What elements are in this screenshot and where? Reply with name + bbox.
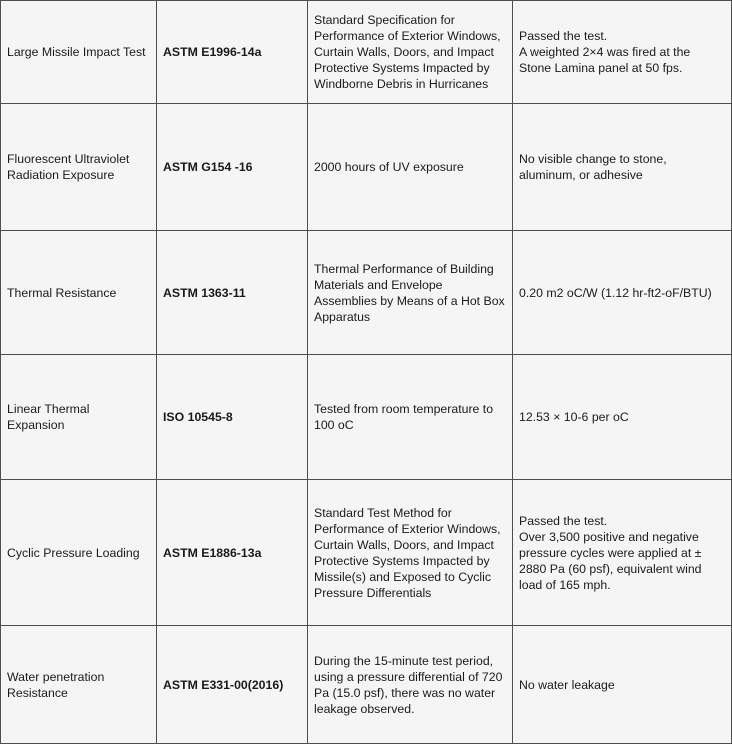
standard-code: ASTM G154 -16 — [163, 160, 253, 174]
test-result: No visible change to stone, aluminum, or adhesive — [519, 152, 667, 182]
test-name-cell — [1, 626, 157, 744]
test-description: During the 15-minute test period, using a pressure differential of 720 Pa (15.0 psf), there was no water leakage observed. — [314, 653, 503, 716]
test-name-cell — [1, 104, 157, 231]
standard-cell — [157, 480, 308, 626]
test-name: Cyclic Pressure Loading — [7, 545, 140, 560]
table-row — [1, 1, 732, 104]
standard-cell — [157, 231, 308, 355]
standard-code: ASTM E1886-13a — [163, 545, 262, 560]
description-cell — [308, 355, 513, 480]
test-description: 2000 hours of UV exposure — [314, 160, 464, 174]
table-row — [1, 231, 732, 355]
test-result: 12.53 × 10-6 per oC — [519, 410, 629, 424]
standard-cell — [157, 104, 308, 231]
result-cell — [513, 1, 732, 104]
test-name-cell — [1, 480, 157, 626]
description-cell — [308, 480, 513, 626]
standard-cell — [157, 1, 308, 104]
test-name-cell — [1, 231, 157, 355]
result-cell — [513, 104, 732, 231]
test-name: Fluorescent Ultraviolet Radiation Exposure — [7, 152, 130, 182]
standard-code: ISO 10545-8 — [163, 410, 233, 424]
test-name: Linear Thermal Expansion — [7, 402, 90, 432]
test-result: 0.20 m2 oC/W (1.12 hr-ft2-oF/BTU) — [519, 285, 712, 300]
result-cell — [513, 231, 732, 355]
test-name-cell — [1, 1, 157, 104]
table-row — [1, 626, 732, 744]
result-cell — [513, 480, 732, 626]
test-result: No water leakage — [519, 677, 615, 692]
standard-cell — [157, 626, 308, 744]
test-name: Thermal Resistance — [7, 285, 117, 300]
test-description: Standard Specification for Performance of Exterior Windows, Curtain Walls, Doors, and Impact Protective Systems Impacted by Windborne Debris in Hurricanes — [314, 13, 501, 91]
description-cell — [308, 231, 513, 355]
test-description: Tested from room temperature to 100 oC — [314, 402, 494, 432]
table-row — [1, 104, 732, 231]
test-description: Standard Test Method for Performance of Exterior Windows, Curtain Walls, Doors, and Impact Protective Systems Impacted by Missile(s) and Exposed to Cyclic Pressure Differentials — [314, 505, 501, 600]
description-cell — [308, 626, 513, 744]
test-name-cell — [1, 355, 157, 480]
test-result: Passed the test. Over 3,500 positive and negative pressure cycles were applied at ± 2880 Pa (60 psf), equivalent wind load of 165 mph. — [519, 513, 702, 592]
description-cell — [308, 104, 513, 231]
table-row — [1, 480, 732, 626]
standard-code: ASTM E1996-14a — [163, 45, 262, 59]
result-cell — [513, 626, 732, 744]
standard-code: ASTM 1363-11 — [163, 285, 246, 300]
description-cell — [308, 1, 513, 104]
test-name: Large Missile Impact Test — [7, 45, 146, 59]
table-row — [1, 355, 732, 480]
test-description: Thermal Performance of Building Materials and Envelope Assemblies by Means of a Hot Box Apparatus — [314, 261, 505, 324]
result-cell — [513, 355, 732, 480]
standard-code: ASTM E331-00(2016) — [163, 677, 284, 692]
test-name: Water penetration Resistance — [7, 669, 105, 700]
standard-cell — [157, 355, 308, 480]
test-result: Passed the test. A weighted 2×4 was fired at the Stone Lamina panel at 50 fps. — [519, 29, 691, 75]
